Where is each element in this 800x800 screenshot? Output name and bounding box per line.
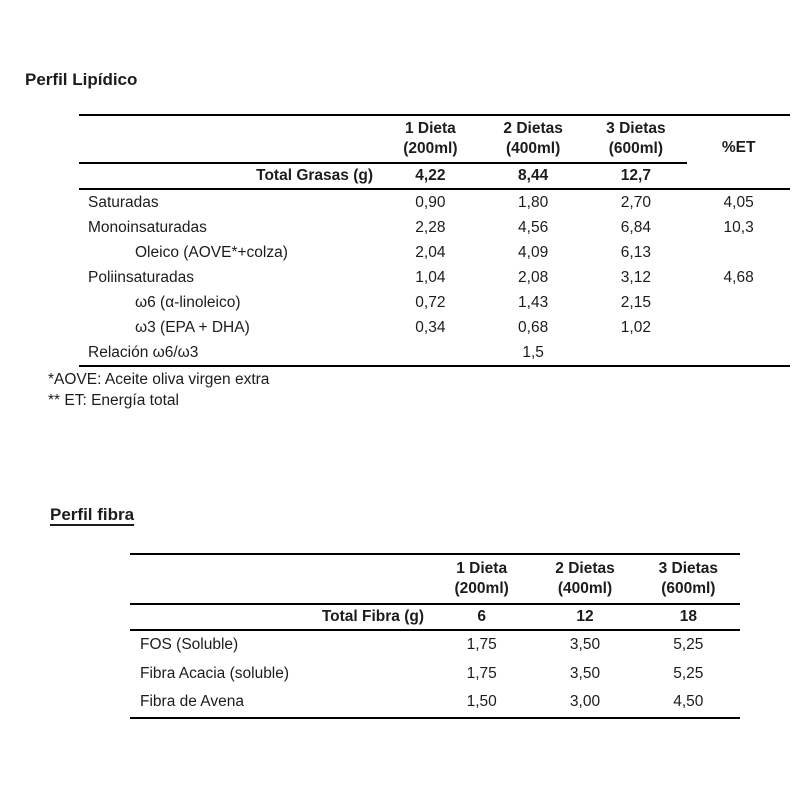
cell-value: 6 [477,608,486,625]
fiber-header-label-spacer [130,555,430,603]
row-label: ω3 (EPA + DHA) [135,318,250,336]
row-label: Saturadas [88,193,159,211]
lipid-footnotes [48,369,269,411]
total-fibra-row [130,605,740,631]
cell-value: 3,50 [569,636,601,654]
cell-value: 1,75 [466,636,497,654]
row-label: Oleico (AOVE*+colza) [135,243,288,261]
column-header-2-dietas [533,555,636,603]
cell-value: 4,22 [415,167,446,184]
column-header-sublabel: (400ml) [557,580,613,597]
table-row-saturadas [79,190,790,215]
column-header-name: 1 Dieta [404,119,456,137]
column-header-name: %ET [721,138,756,156]
row-label: Poliinsaturadas [88,268,194,286]
cell-value: 6,13 [620,243,651,261]
row-label: Total Grasas (g) [256,167,373,184]
row-label: ω6 (α-linoleico) [135,293,241,311]
cell-value: 2,70 [620,193,651,211]
cell-value: 1,04 [415,268,446,286]
cell-value: 2,08 [518,268,549,286]
column-header-2-dietas [482,116,585,164]
table-row-monoinsaturadas [79,215,790,240]
cell-value: 3,00 [569,693,601,711]
row-label: Monoinsaturadas [88,218,207,236]
fiber-table-header-row [130,555,740,605]
cell-value: 3,12 [620,268,651,286]
cell-value: 0,72 [415,293,446,311]
table-row-fos [130,631,740,660]
cell-value: 0,34 [415,318,446,336]
cell-value: 8,44 [518,167,549,184]
total-grasas-row [79,164,790,190]
column-header-name: 2 Dietas [555,559,615,577]
table-row-acacia [130,660,740,689]
row-label: Relación ω6/ω3 [88,343,199,361]
cell-value: 1,80 [518,193,549,211]
cell-value: 0,68 [518,318,549,336]
row-label: Fibra de Avena [140,693,244,711]
fiber-table [130,553,740,719]
row-label: FOS (Soluble) [140,636,239,654]
column-header-et [687,116,790,164]
footnote-aove: *AOVE: Aceite oliva virgen extra [48,371,270,388]
table-row-avena [130,688,740,717]
column-header-sublabel: (600ml) [661,580,716,597]
cell-value: 3,50 [569,664,601,682]
footnote-et: ** ET: Energía total [48,392,179,409]
lipid-table [79,114,790,367]
cell-value: 5,25 [673,636,704,654]
table-row-oleico [79,240,790,265]
row-label: Fibra Acacia (soluble) [140,664,290,682]
cell-value-et: 10,3 [723,218,754,236]
column-header-name: 1 Dieta [456,559,508,577]
fiber-section-title: Perfil fibra [50,505,135,524]
cell-value: 1,50 [466,693,497,711]
lipid-header-label-spacer [79,116,379,164]
cell-value: 4,09 [518,243,549,261]
cell-value-et: 4,05 [723,193,754,211]
table-row-omega3 [79,315,790,340]
cell-value: 1,75 [466,664,497,682]
cell-value: 5,25 [673,664,704,682]
table-row-relacion [79,340,790,365]
column-header-name: 3 Dietas [658,559,719,577]
column-header-sublabel: (400ml) [505,140,561,157]
column-header-1-dieta [379,116,482,164]
table-row-poliinsaturadas [79,265,790,290]
column-header-3-dietas [637,555,740,603]
cell-value: 1,43 [518,293,549,311]
cell-value: 12 [576,608,594,625]
cell-value: 2,15 [620,293,651,311]
column-header-name: 3 Dietas [606,119,666,137]
column-header-sublabel: (200ml) [454,580,509,597]
cell-value: 1,02 [620,318,651,336]
table-row-omega6 [79,290,790,315]
cell-value: 6,84 [620,218,651,236]
cell-value-et: 4,68 [723,268,754,286]
row-label: Total Fibra (g) [321,608,424,625]
lipid-section-title: Perfil Lipídico [25,70,138,89]
cell-value: 12,7 [620,167,651,184]
cell-value: 18 [679,608,697,625]
column-header-sublabel: (200ml) [403,140,458,157]
column-header-1-dieta [430,555,533,603]
cell-value: 1,5 [522,343,544,361]
cell-value: 0,90 [415,193,446,211]
column-header-3-dietas [585,116,688,164]
cell-value: 2,28 [415,218,446,236]
lipid-table-header-row [79,116,790,164]
cell-value: 2,04 [415,243,446,261]
column-header-name: 2 Dietas [503,119,563,137]
column-header-sublabel: (600ml) [608,140,664,157]
cell-value: 4,56 [518,218,549,236]
cell-value: 4,50 [673,693,704,711]
